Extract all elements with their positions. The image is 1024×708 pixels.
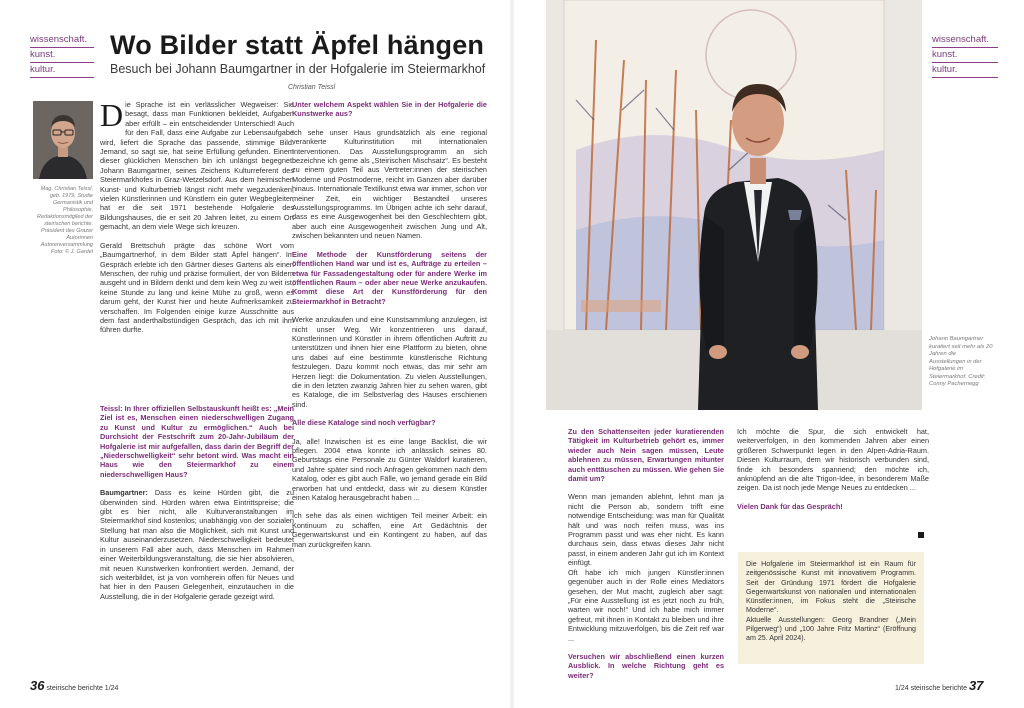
gallery-photo-image (546, 0, 922, 410)
interview-question: Versuchen wir abschließend einen kurzen Ausblick. In welche Richtung geht es weiter? (568, 651, 724, 680)
section-tag-left (30, 33, 94, 78)
interview-question: Teissl: In Ihrer offiziellen Selbstauskunft heißt es: „Mein Ziel ist es, Menschen einen niederschwelligen Zugang zu Kunst und Kultur zu ermöglichen.“ Auch bei Durchsicht der Festschrift zum 20-Jahr-Jubiläum der Hofgalerie ist mir aufgefallen, dass darin der Begriff der „Niederschwelligkeit“ sehr betont wird. Was macht ein Haus wie den Steiermarkhof zu einem niederschwelligen Haus? (100, 404, 294, 479)
answer-paragraph: Oft habe ich mich jungen Künstler:innen gegenüber auch in der Rolle eines Mediators gesehen, der Mut macht, zugleich aber sagt: „Für eine Ausstellung ist es jetzt noch zu früh, warten wir noch!“ Und ich habe mich immer gefreut, mit ihnen in Kontakt zu bleiben und ihre Entwicklung mitzuverfolgen, bis die Zeit reif war ... (568, 567, 724, 643)
intro-text: ie Sprache ist ein verlässlicher Wegweiser: Sie besagt, dass man Funktionen bekleidet, Aufgaben aber erfüllt – ein entscheidender Unterschied! Auch für den Fall, dass eine Aufgabe zur Lebensaufgabe wird, liefert die Sprache das passende, stimmige Bild: Jemand, so sagt sie, hat seine Erfüllung gefunden. Einem dieser glücklichen Menschen bin ich unlängst begegnet: Johann Baumgartner, seines Zeichens Kulturreferent des Steiermarkhofes in Graz-Wetzelsdorf. Aus dem heimischen Kunst- und Kulturbetrieb längst nicht mehr wegzudenken, vielen Künstlerinnen und Künstlern ein guter Wegbegleiter, hat er die seit 1971 bestehende Hofgalerie des Bildungshauses, die er seit 20 Jahren leitet, zu einem Ort gemacht, an dem viele Wege sich kreuzen. (100, 100, 294, 232)
section-tag-line: kultur. (932, 63, 998, 78)
answer-paragraph: Werke anzukaufen und eine Kunstsammlung anzulegen, ist nicht unser Weg. Wir konzentrieren uns darauf, Künstlerinnen und Künstler in ihrem öffentlichen Auftritt zu unterstützen und ihnen hier eine Plattform zu bieten, ohne uns dabei auf eine bestimmte künstlerische Richtung festzulegen. Dazu kommt noch etwas, das mir sehr am Herzen liegt: die Dokumentation. Zu vielen Ausstellungen, die in den letzten zwanzig Jahren hier zu sehen waren, gibt es Kataloge, die im Selbstverlag des Hauses erschienen sind. (292, 315, 487, 409)
magazine-name: steirische berichte (46, 685, 103, 692)
answer-paragraph: Ja, alle! Inzwischen ist es eine lange Backlist, die wir pflegen. 2004 etwa konnte ich anlässlich seines 80. Geburtstags eine Personale zu Günter Waldorf kuratieren, und Jahre später sind noch Anfragen gekommen nach dem Katalog, oder es gibt auch Fälle, wo jemand gerade ein Bild erworben hat und entdeckt, dass wir zu diesem Künstler einen Katalog herausgebracht haben ... (292, 436, 487, 503)
section-tag-line: wissenschaft. (932, 33, 998, 48)
info-paragraph: Aktuelle Ausstellungen: Georg Brandner („Mein Pilgerweg“) und „100 Jahre Fritz Martinz“ (Eröffnung am 25. April 2024). (746, 615, 916, 643)
speaker-label: Baumgartner: (100, 488, 148, 498)
folio-right (895, 678, 983, 693)
column-4 (737, 427, 929, 520)
closing-line: Vielen Dank für das Gespräch! (737, 501, 843, 511)
page-gutter (509, 0, 515, 708)
drop-cap: D (100, 97, 124, 133)
subhead: Besuch bei Johann Baumgartner in der Hofgalerie im Steiermarkhof (110, 62, 486, 76)
intro-paragraph (100, 97, 294, 232)
info-paragraph: Die Hofgalerie im Steiermarkhof ist ein Raum für zeitgenössische Kunst mit innovativem Programm. Seit der Gründung 1971 fördert die Hofgalerie Gegenwartskunst von nationalen und internationalen Künstler:innen, im Fokus steht die „Steirische Moderne“. (746, 560, 916, 615)
interview-question: Zu den Schattenseiten jeder kuratierenden Tätigkeit im Kulturbetrieb gehört es, immer wieder auch Nein sagen müssen, Leute ablehnen zu müssen, Erwartungen mitunter auch enttäuschen zu müssen. Wie gehen Sie damit um? (568, 427, 724, 484)
author-portrait (33, 101, 93, 179)
headline: Wo Bilder statt Äpfel hängen (110, 30, 485, 60)
page-number: 36 (30, 678, 45, 693)
interview-question: Alle diese Kataloge sind noch verfügbar? (292, 418, 436, 428)
interview-question: Eine Methode der Kunstförderung seitens der öffentlichen Hand war und ist es, Aufträge zu erteilen – etwa für Fassadengestaltung oder für andere Werke im öffentlichen Raum – oder aber neue Werke anzukaufen. Kommt diese Art der Kunstförderung für den Steiermarkhof in Betracht? (292, 249, 487, 306)
answer-paragraph: Wenn man jemanden ablehnt, lehnt man ja nicht die Person ab, sondern trifft eine notwendige Entscheidung: was man für Qualität hält und was noch reifen muss, was ins Programm passt und was eher nicht. Es kann durchaus sein, dass etwas dieses Jahr nicht passt, in einem anderen Jahr gut ich im Kontext einfügt. (568, 492, 724, 568)
author-byline: Christian Teissl (288, 84, 336, 91)
author-portrait-image (33, 101, 93, 179)
folio-left (30, 678, 118, 693)
magazine-name: steirische berichte (910, 685, 967, 692)
answer-text: Dass es keine Hürden gibt, die zu überwinden sind. Hürden wären etwa Eintrittspreise; die gibt es hier nicht, alle Kulturveranstaltungen im Steiermarkhof sind kostenlos; unabhängig von der sozialen Stellung hat man also die Möglichkeit, sich mit Kunst und Kultur auseinanderzusetzen. Niederschwelligkeit bedeutet in unserem Fall aber auch, dass Menschen im Rahmen einer Weiterbildungsveranstaltung, die sie hier absolvieren, mit neuen Kunstwerken konfrontiert werden. Jemand, der sich weiterbildet, ist ja von vornherein offen für Neues und hat hier in den Pausen Gelegenheit, einzutauchen in die Ausstellung, die in der Hofgalerie gerade gezeigt wird. (100, 488, 294, 601)
section-tag-line: kunst. (932, 48, 998, 63)
info-box (738, 552, 924, 664)
feature-photo (546, 0, 922, 410)
section-tag-line: kunst. (30, 48, 94, 63)
page-number: 37 (968, 678, 984, 693)
portrait-caption: Mag. Christian Teissl, geb. 1979, Studie Germanistik und Philosophie. Redaktionsmitglied der steirischen berichte. Präsident des Grazer Autorinnen Autorenversammlung Foto: © J. Gardel (37, 186, 93, 255)
paragraph: Gerald Brettschuh prägte das schöne Wort vom „Baumgartnerhof, in dem Bilder statt Äpfel hängen“. Im Gespräch erlebte ich den Gärtner dieses Gartens als einen Menschen, der ruhig und präzise formuliert, der von Bildern ausgeht und in Bildern denkt und dem kein Weg zu weit ist, keine Stunde zu lang und keine Mühe zu groß, wenn es darum geht, der Kunst hier und heute Aufmerksamkeit zu verschaffen. Im Folgenden einige kurze Ausschnitte aus dem fast anderthalbstündigen Gespräch, das ich mit ihm führen durfte. (100, 240, 294, 335)
answer-paragraph: Ich sehe unser Haus grundsätzlich als eine regional verankerte Kulturinstitution mit internationalen Interventionen. Das Ausstellungsprogramm an sich bezeichne ich gerne als „Steirischen Mischsatz“. Es besteht zu einem guten Teil aus Vertreter:innen der steirischen Moderne und Postmoderne, reicht im Ganzen aber darüber hinaus. Internationale Textilkunst etwa war immer, schon vor meiner Zeit, ein wichtiger Bestandteil unseres Ausstellungsprogramms. Im Übrigen achte ich sehr darauf, dass es eine Ausgewogenheit bei den Geschlechtern gibt, aber auch eine Ausgewogenheit zwischen Jung und Alt, zwischen bekannten und neuen Namen. (292, 127, 487, 241)
end-mark (918, 532, 924, 538)
column-3 (568, 427, 724, 689)
answer-paragraph: Ich möchte die Spur, die sich entwickelt hat, weiterverfolgen, in den kommenden Jahren aber einen größeren Schwerpunkt legen in den Alpen-Adria-Raum. Diesen Kulturraum, dem wir historisch verbunden sind, finde ich besonders spannend; den möchte ich, anknüpfend an die alte Trigon-Idee, in besonderem Maße zeigen. Da ist noch jede Menge Neues zu entdecken ... (737, 427, 929, 493)
section-tag-line: kultur. (30, 63, 94, 78)
issue-number: 1/24 (104, 685, 119, 692)
section-tag-right (932, 33, 998, 78)
answer-paragraph: Ich sehe das als einen wichtigen Teil meiner Arbeit: ein Kontinuum zu schaffen, eine Art Gedächtnis der Gegenwartskunst und ein Kontingent zu haben, auf das man zurückgreifen kann. (292, 511, 487, 549)
interview-question: Unter welchem Aspekt wählen Sie in der Hofgalerie die Kunstwerke aus? (292, 100, 487, 119)
answer-paragraph (100, 488, 294, 601)
column-1-bottom (100, 404, 294, 610)
column-2 (292, 100, 487, 558)
photo-caption: Johann Baumgartner kuratiert seit mehr als 20 Jahren die Ausstellungen in der Hofgalerie im Steiermarkhof. Credit: Conny Pachernegg (929, 336, 993, 387)
column-1-top (100, 97, 294, 344)
section-tag-line: wissenschaft. (30, 33, 94, 48)
issue-number: 1/24 (895, 685, 909, 692)
